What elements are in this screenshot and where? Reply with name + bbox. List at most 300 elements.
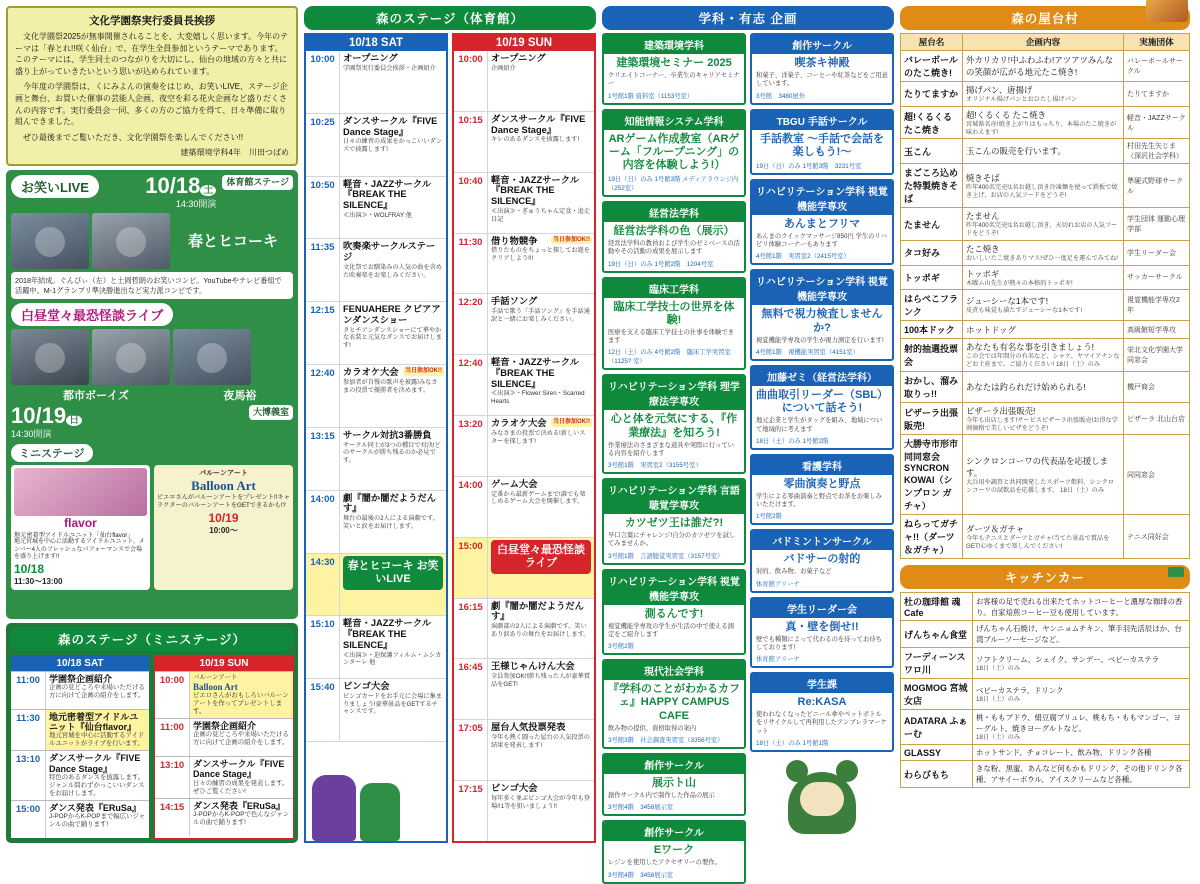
schedule-row [454,720,594,781]
greeting-signature: 建築環境学科4年 川田つばめ [180,148,289,158]
mini-time: 13:10 [159,759,185,771]
project-title: カツゼツ王は誰だ?! [624,517,724,530]
main-stage-header: 森のステージ（体育館） [304,6,596,30]
column-greeting-live [6,6,298,843]
project-category: 加藤ゼミ（経営法学科） [752,367,892,386]
list-item [155,718,293,756]
project-title: Eワーク [653,844,695,857]
table-row [901,515,1190,559]
project-title: 経営法学科の色（展示） [613,225,735,238]
yatai-org: 準硬式野球サークル [1124,164,1190,208]
project-sub: レジンを使用したアクセサリーの製作。 [608,859,721,867]
table-row [901,648,1190,679]
yatai-name: トッポギ [901,265,963,290]
yatai-org: たりてますか [1124,82,1190,107]
mini-time: 11:00 [16,674,40,686]
project-sub: 射的、飲み物、お菓子など [756,568,832,576]
column-projects [602,6,894,879]
yatai-org: バレーボールサークル [1124,51,1190,82]
project-title: バドサーの射的 [783,553,861,566]
main-stage-day1 [304,33,448,843]
yatai-org: テニス同好会 [1124,515,1190,559]
yatai-org: ピザーラ 北山台店 [1124,402,1190,435]
kc-name: 杜の珈琲館 魂Cafe [901,593,973,621]
yatai-content: 焼きそば [966,173,1000,183]
project-category: リハビリテーション学科 視覚機能学専攻 [604,571,744,605]
owarai-stage-badge: 体育館ステージ [222,175,293,190]
table-row [901,679,1190,710]
yatai-sub: 大兵用や調査と共同開発したスポーツ飲料、シンクロンコーワの試飲品を応援します。 18日（土）のみ [966,479,1114,494]
project-category: 創作サークル [604,755,744,774]
main-day1-label: 10/18 SAT [306,35,446,51]
schedule-row [454,781,594,841]
kc-content: きな粉、黒蜜、あんなど何もかもドリンク、その他ドリンク各種、アサイーボウル、アイスクリームなど各種。 [976,764,1183,784]
project-sub: 早口言葉にチャレンジ!自分のカツゼツを試してみませんか。 [608,532,736,548]
yatai-org: 軽音・JAZZサークル [1124,106,1190,139]
live-events-box [6,170,298,619]
project-title: 曲曲取引リーダー（SBL）について話そう! [756,388,888,415]
row-title: ダンスサークル『FIVE Dance Stage』 [491,113,586,135]
project-sub: 壁でも種類によって代わるのを待ってお待ちしております! [756,635,882,651]
project-category: 臨床工学科 [604,279,744,298]
project-sub: 学生による零曲演奏と野点でお茶をお楽しみいただけます。 [756,492,882,509]
row-time: 14:00 [310,493,335,505]
yatai-content: あなたは釣られだけ始められる! [963,371,1124,402]
kc-content: 桃・ももブドウ、絹豆腐ブリュレ、桃もち・ももマンゴー、ヨーグルト、焼きヨーグルトなど。 [976,713,1181,734]
project-title: 喫茶キ神殿 [794,57,850,69]
greeting-box [6,6,298,166]
row-desc: 文化祭でお馴染みの人気の曲を含めた吹奏楽をお楽しみください。 [343,263,442,279]
project-card [602,201,746,273]
row-time: 12:20 [458,297,483,309]
project-sub: あんまのクイックマッサージ850円 学生のリハビリ体験コーナーもあります [756,233,887,249]
schedule-row [306,302,446,365]
mini-title-text: ダンス発表『ERuSa』 [49,803,141,813]
kc-name: フーディーンスワロ川 [901,648,973,679]
kaidan-open-time: 14:30開演 [11,429,52,440]
project-title: 真・壁を倒せ!! [785,620,859,633]
project-sub: 和菓子、洋菓子、コーヒーや紅茶などをご用意しています。 [756,72,888,88]
yatai-sub: 皮責も味覚も満たすジューシーな1本です! [966,307,1083,315]
kc-date: 18日（土）のみ [976,664,1021,672]
row-desc: サークル同士が3つの種目で対決!どのサークルが勝ち残るのか必見です。 [343,441,441,465]
mini-desc: 特色のあるダンスを披露します。ジャンル問わずかっこいいダンスをお届けします。 [49,774,145,797]
yatai-sub: 宮城県名産!焼き上がりはもっちり、本場のたこ焼きが味わえます! [966,120,1117,136]
table-row [901,621,1190,648]
project-card [602,109,746,198]
greeting-title: 文化学園祭実行委員長挨拶 [89,15,215,27]
project-category: リハビリテーション学科 言語聴覚学専攻 [604,480,744,514]
project-card [750,33,894,105]
yatai-name: ねらってガチャ!!（ダーツ＆ガチャ） [901,515,963,559]
row-desc: 借りたものをちょっと探してお題をクリアしよう!!! [491,247,590,262]
project-meta: 4号館1階 視機能実習室（4151室） [756,348,859,356]
project-title: あんまとフリマ [783,217,861,230]
row-desc: タヒチアンダンスショーにて華やかな衣装と元気なダンスでお届けします! [343,326,442,350]
kc-name: わらびもち [901,761,973,788]
row-time: 12:15 [310,305,335,317]
project-category: 創作サークル [752,35,892,54]
project-card [750,365,894,450]
row-desc: 企画紹介 [491,64,516,72]
row-time: 13:15 [310,430,335,442]
kaidan-stage-badge: 大博義室 [249,405,293,420]
project-sub: クリエイトコーナー、卒業生のキャリアセミナー [608,72,740,88]
project-category: 看護学科 [752,456,892,475]
yatai-sub: 昨年400名完売!1名お越し頂き冷凍麺を使って鉄板で焼き上げ、お店の人気フードをどうぞ! [966,184,1118,199]
flavor-photo [14,468,147,516]
list-item [11,750,149,800]
yatai-sub: この会では年間分の有名など、シャケ、ヤマイアナンなどお土産まで。ご協力ください! 18日（土）のみ [966,353,1120,368]
kc-content: お客様の足で売れる出来たてホットコーヒーと濃厚な珈琲の香り。自家焙煎コーヒー豆も使用しています。 [976,596,1183,617]
table-row [901,51,1190,82]
takoyaki-icon [1146,0,1188,22]
schedule-row [454,599,594,660]
projects-header: 学科・有志 企画 [602,6,894,30]
project-title: 手話教室 〜手話で会話を楽しもう!〜 [759,132,885,158]
row-time: 15:40 [310,682,335,694]
mini-time: 11:00 [160,721,184,733]
yatai-org: 機戸商会 [1124,371,1190,402]
project-sub: 作業療法のさまざまな道具や実際に行っている内容を紹介します [608,441,734,457]
row-title: 借り物競争 [491,235,538,246]
row-desc: 舞台の最後の2人による演劇です。笑いと涙をお届けします。 [343,515,439,530]
project-title: 心と体を元気にする、『作業療法』を知ろう! [610,413,738,439]
project-category: バドミントンサークル [752,531,892,550]
row-time: 17:15 [458,784,483,796]
table-row [901,240,1190,265]
row-title: サークル対抗3番勝負 [343,429,432,440]
row-time: 14:00 [458,479,483,491]
project-title: Re:KASA [797,696,847,709]
kaidan-act-2: 夜馬裕 [223,390,257,403]
schedule-row [306,239,446,302]
kc-content: ベビーカステラ、ドリンク [976,685,1064,695]
row-desc: 全員参加OK!!勝ち残った人が豪華賞品をGET! [491,673,591,688]
project-card [750,529,894,592]
owarai-live-section [11,172,293,299]
row-time: 13:20 [458,419,483,431]
project-title: 零曲演奏と野点 [783,477,861,490]
yatai-content: ダーツ＆ガチャ [966,524,1025,534]
list-item [155,756,293,798]
owarai-act-name: 春とヒコーキ [187,233,278,251]
table-row [901,593,1190,621]
table-row [901,761,1190,788]
table-row [901,208,1190,241]
row-desc: 今年も熱く闘った屋台の人気投票の結果を発表します! [491,733,590,749]
mini-desc: J-POPからK-POPで色んなジャンルの曲で踊ります! [193,811,290,826]
yatai-content: ホットドッグ [963,321,1124,339]
list-item [155,671,293,718]
row-tag: 当日参加OK!! [553,419,590,426]
yatai-content: ジューシーな1本です! [966,296,1049,307]
mini-desc: ピエロさんがおもしろいバルーンアートを作ってプレゼントします。 [193,691,289,715]
row-title: 劇『闇か闇だようだんす』 [343,492,436,514]
yatai-name: 100本ドック [901,321,963,339]
balloon-title: Balloon Art [191,478,256,494]
project-category: 学生リーダー会 [752,599,892,618]
project-title: 測るんです! [644,607,704,620]
mini-time: 15:00 [15,804,41,815]
project-category: 知能情報システム学科 [604,111,744,130]
schedule-row [454,112,594,173]
project-sub: 使われなくなったビニール傘やペットボトルをリサイクルして再利用したアンブレラマーケット [756,711,887,735]
row-title: ゲーム大会 [491,478,538,489]
row-time: 10:40 [458,175,483,187]
yatai-content: シンクロンコーワの代表品を応援します。 [966,456,1108,478]
mini-stage-header: 森のステージ（ミニステージ） [10,627,294,651]
flavor-sub: 地元密着型アイドルユニット「仙台flavor」 [14,532,134,540]
mini-stage-day2 [154,655,294,839]
mini-stage-schedule [6,623,298,843]
yatai-org: 村田先生矢じま（深沢社会学科） [1124,139,1190,164]
yatai-name: 射的抽選投票会 [901,339,963,372]
row-tag: 当日参加OK!! [553,236,590,243]
row-time: 10:00 [310,54,335,65]
greeting-paragraph-2: 今年度の学園祭は、くにみよんの演奏をはじめ、お笑いLIVE、ステージ企画と舞台、お買いた催事の芸能人企画、夜空を彩る花火企画など盛りだくさんの内容です。実行委員会一同、多くの方のご協力を得て、日々準備に取り組んできました。 [15,82,288,127]
project-card [750,454,894,526]
mini-desc: 日々の練習の成果を発表します。ぜひご覧ください! [193,779,289,795]
schedule-row [306,365,446,428]
row-desc: ≪出演≫・迫保護フィルム・ムシカンターレ 他 [343,651,442,667]
row-title: FENUAHERE クビアアンダンスショー [343,304,441,325]
project-meta: 3号館 3480屋外 [756,92,805,100]
row-desc: 手話で歌う『手話ソング』を手話通訳と一緒にお楽しみください。 [491,308,590,323]
row-desc: 毎年多く並ぶビンゴ大会が今年も登場!!1等を狙いましょう!! [491,794,590,810]
project-category: リハビリテーション学科 視覚機能学専攻 [752,271,892,305]
mini-desc: 企画の見どころや来場いただける方に向けて企画の紹介をします。 [49,683,145,699]
project-card [602,659,746,749]
row-desc: ≪出演≫・Flower Siren・Scarred Hearts [491,390,585,406]
schedule-row-highlight [306,554,446,617]
yatai-org: 栄北文化学園大学同窓会 [1124,339,1190,372]
row-desc: キレのあるダンスを披露します! [491,136,580,144]
col-org: 実施団体 [1124,34,1190,51]
row-title: 軽音・JAZZサークル『BREAK THE SILENCE』 [343,618,432,650]
projects-right-column [750,33,894,884]
row-desc: 参加者が自慢の歌声を披露!みなさまの投票で優勝者を決めます。 [343,378,438,394]
project-title: 臨床工学技士の世界を体験! [613,300,735,326]
table-row [901,106,1190,139]
row-time: 12:40 [310,368,335,380]
column-food-stalls [900,6,1190,843]
owarai-live-title: お笑いLIVE [11,175,99,198]
yatai-org: 学生リーダー会 [1124,240,1190,265]
schedule-row [454,173,594,234]
col-content: 企画内容 [963,34,1124,51]
row-title: 王様じゃんけん大会 [491,661,575,672]
project-sub: 経営法学科の教員および学生のゼミベースの活動やその活動の成果を展示します [608,240,740,256]
row-desc: 定番から最新ゲームまで!誰でも楽しめるゲーム大会を開催します。 [491,490,586,506]
kc-name: ADATARA ふぁーむ [901,710,973,745]
mini-time: 13:10 [15,754,41,766]
list-item [155,798,293,836]
row-title: オープニング [491,53,546,63]
project-card [602,820,746,883]
yatai-sub: おいしいたこ焼きありマス!ぜひ一度足を運んでみてね! [966,254,1118,262]
mini-time: 10:00 [159,674,185,686]
row-time: 10:15 [458,114,483,126]
schedule-row [454,294,594,355]
greeting-paragraph-1: 文化学園祭2025が無事開催されることを、大変嬉しく思います。今年のテーマは「春とれ!!咲く仙台」で、在学生全員参加というテーマであります。このテーマには、学生同士のつながりを大切にし、仙台の地域の方々と共に盛り上がっていきたいという思いが込められています。 [15,32,289,76]
project-card [750,179,894,266]
kc-content: ホットサンド、チョコレート、飲み物、ドリンク各種 [976,748,1152,757]
row-time: 14:30 [310,556,335,568]
kc-date: 18日（土）のみ [976,695,1021,703]
yatai-org: 高級館短学専攻 [1124,321,1190,339]
project-category: 経営法学科 [604,203,744,222]
table-row [901,164,1190,208]
project-meta: 12日（土）のみ 4号館2階 臨床工学実習室（1125? 室） [608,349,731,366]
row-desc: みなさまの投票で決める!新しいスターを探します! [491,429,586,445]
schedule-row [454,51,594,112]
project-card [602,569,746,656]
project-meta: 18日（土）のみ 1号館2階 [756,437,829,445]
yatai-org: 学生団体 運動心理学部 [1124,208,1190,241]
project-meta: 19日（日）のみ 1号館2階 1204号室 [608,260,714,268]
row-time: 16:45 [458,662,483,674]
mini-sup: バルーンアート [193,673,238,681]
row-title: カラオケ大会 [343,367,399,378]
project-card [750,672,894,752]
yatai-org: 視覚機能学専攻2年 [1124,290,1190,321]
yatai-content: 超!くるくる たこ焼き [966,109,1047,120]
yatai-name: 大勝寺市形市同同窓会 SYNCRON KOWAI（シンプロン ガチャ） [901,435,963,515]
kaidan-date: 10/19 日 [11,405,82,427]
table-row [901,745,1190,761]
food-truck-icon [1168,567,1184,577]
row-banner: 春とヒコーキ お笑いLIVE [343,556,443,590]
owarai-date: 10/18 土 [145,175,216,197]
yatai-name: おかし、溜み取りっ!! [901,371,963,402]
schedule-row [454,659,594,720]
yatai-content: 揚げパン、唐揚げ [966,85,1033,95]
schedule-row [306,177,446,240]
balloon-note: ピエロさんがバルーンアートをプレゼント!!キャラクターのバルーンアートをGETできるかも!? [157,494,290,510]
list-item [11,800,149,838]
yatai-name: 玉こん [901,139,963,164]
table-row [901,139,1190,164]
project-card [602,33,746,105]
yatai-org: 同同窓会 [1124,435,1190,515]
yatai-content: 外カリカリ!中ふわふわ!アツアツみんなの笑顔が広がる地元たこ焼き! [963,51,1124,82]
project-sub: 創作サークル内で制作した作品の展示 [608,792,715,800]
flavor-time: 11:30〜13:00 [14,576,63,586]
mini-title-text: ダンスサークル『FIVE Dance Stage』 [49,753,141,774]
project-card [602,478,746,565]
row-title: 軽音・JAZZサークル『BREAK THE SILENCE』 [491,357,580,389]
table-header-row [901,34,1190,51]
row-time: 10:25 [310,116,335,128]
schedule-row [454,355,594,416]
row-desc: 日々の練習の成果をかっこいいダンスで披露します! [343,138,443,153]
project-category: 現代社会学科 [604,661,744,680]
yatai-sub: オリジナル揚げパンとおひたし揚げパン [966,96,1078,103]
table-row [901,290,1190,321]
row-title: 劇『闇か闇だようだんす』 [491,600,584,622]
schedule-row [454,234,594,295]
project-sub: 飲み物の提供、資格取得の案内 [608,724,697,732]
yatai-sub: 昨年400名完売!1名お越し頂き、天切れお店の人気フードをどうぞ! [966,222,1118,237]
projects-left-column [602,33,746,884]
yatai-org: サッカーサークル [1124,265,1190,290]
row-time: 10:50 [310,179,335,191]
mini-title-text: 地元密着型アイドルユニット『仙台flavor』 [49,711,139,732]
row-title: 屋台人気投票発表 [491,722,566,733]
project-meta: 3号館2階 [608,643,634,651]
yatai-name: はらぺこフランク [901,290,963,321]
row-time: 15:10 [310,619,335,631]
schedule-row [454,416,594,477]
balloon-time: 10:00〜 [209,525,238,535]
mini-title-text: ダンス発表『ERuSa』 [193,800,285,811]
list-item [11,671,149,709]
project-card [602,374,746,474]
project-meta: 3号館1階 言語聴覚実習室（3157号室） [608,552,724,560]
yatai-header: 森の屋台村 [900,6,1190,30]
schedule-row [454,477,594,538]
balloon-sub: バルーンアート [199,470,248,478]
table-row [901,339,1190,372]
row-desc: ビンゴカードをお手元に会場に集まりましょう!豪華景品をGETするチャンスです。 [343,692,442,716]
table-row [901,435,1190,515]
yatai-content: トッポギ [966,268,1000,279]
row-time: 16:15 [458,601,483,613]
kc-date: 18日（土）のみ [976,734,1021,742]
yatai-content: あなたも有名な事を引きましょう! [966,342,1094,353]
project-category: TBGU 手話サークル [752,111,892,130]
row-time: 15:00 [458,540,483,552]
project-sub: 医療を支える臨床工学技士の仕事を体験できます [608,329,734,345]
mascot-face [800,782,844,816]
project-sub: 視覚機能学専攻の学生が視力測定を行います! [756,336,884,344]
mini-day2-label: 10/19 SUN [155,656,293,671]
row-title: ビンゴ大会 [343,681,390,692]
yatai-sub: 今年も出店します!サービスピザーラ出張販売!お得な学割価格で美しいピザをどうぞ! [966,416,1118,432]
project-card [750,269,894,361]
schedule-row [306,51,446,114]
project-meta: 3号館4階 3458展示室 [608,871,674,879]
yatai-content: たません [966,211,1000,222]
table-row [901,402,1190,435]
flavor-name: flavor [64,516,97,531]
balloon-date: 10/19 [208,510,239,525]
yatai-name: まごころ込めた特製焼きそば [901,164,963,208]
project-card [750,597,894,669]
main-day2-label: 10/19 SUN [454,35,594,51]
table-row [901,265,1190,290]
owarai-photo-1 [11,213,89,269]
project-sub: 地元企業と学生がタッグを組み、地域について地域的に考えます [756,417,883,433]
mini-title-text: 学園祭企画紹介 [193,720,257,731]
balloon-card [154,465,293,590]
row-title: 軽音・JAZZサークル『BREAK THE SILENCE』 [491,174,580,207]
project-category: 学生課 [752,674,892,693]
main-stage-day2 [452,33,596,843]
row-time: 17:05 [458,723,483,735]
schedule-row [306,491,446,554]
greeting-paragraph-3: ぜひ最後までご覧いただき、文化学園祭を楽しんでください!! [23,132,244,142]
project-title: 展示ト山 [652,776,696,789]
owarai-photo-2 [92,213,170,269]
flavor-note: 地元宮城を中心に活動するアイドルユニット。メンバー4人のフレッシュなパフォーマンスで会場を盛り上げます!! [14,539,145,561]
kaidan-photo-3 [173,329,251,385]
yatai-name: ピザーラ出張販売! [901,402,963,435]
row-time: 12:40 [458,358,483,370]
row-title: ビンゴ大会 [491,783,538,794]
mini-desc: 企画の見どころや来場いただける方に向けて企画の紹介をします。 [193,731,289,747]
